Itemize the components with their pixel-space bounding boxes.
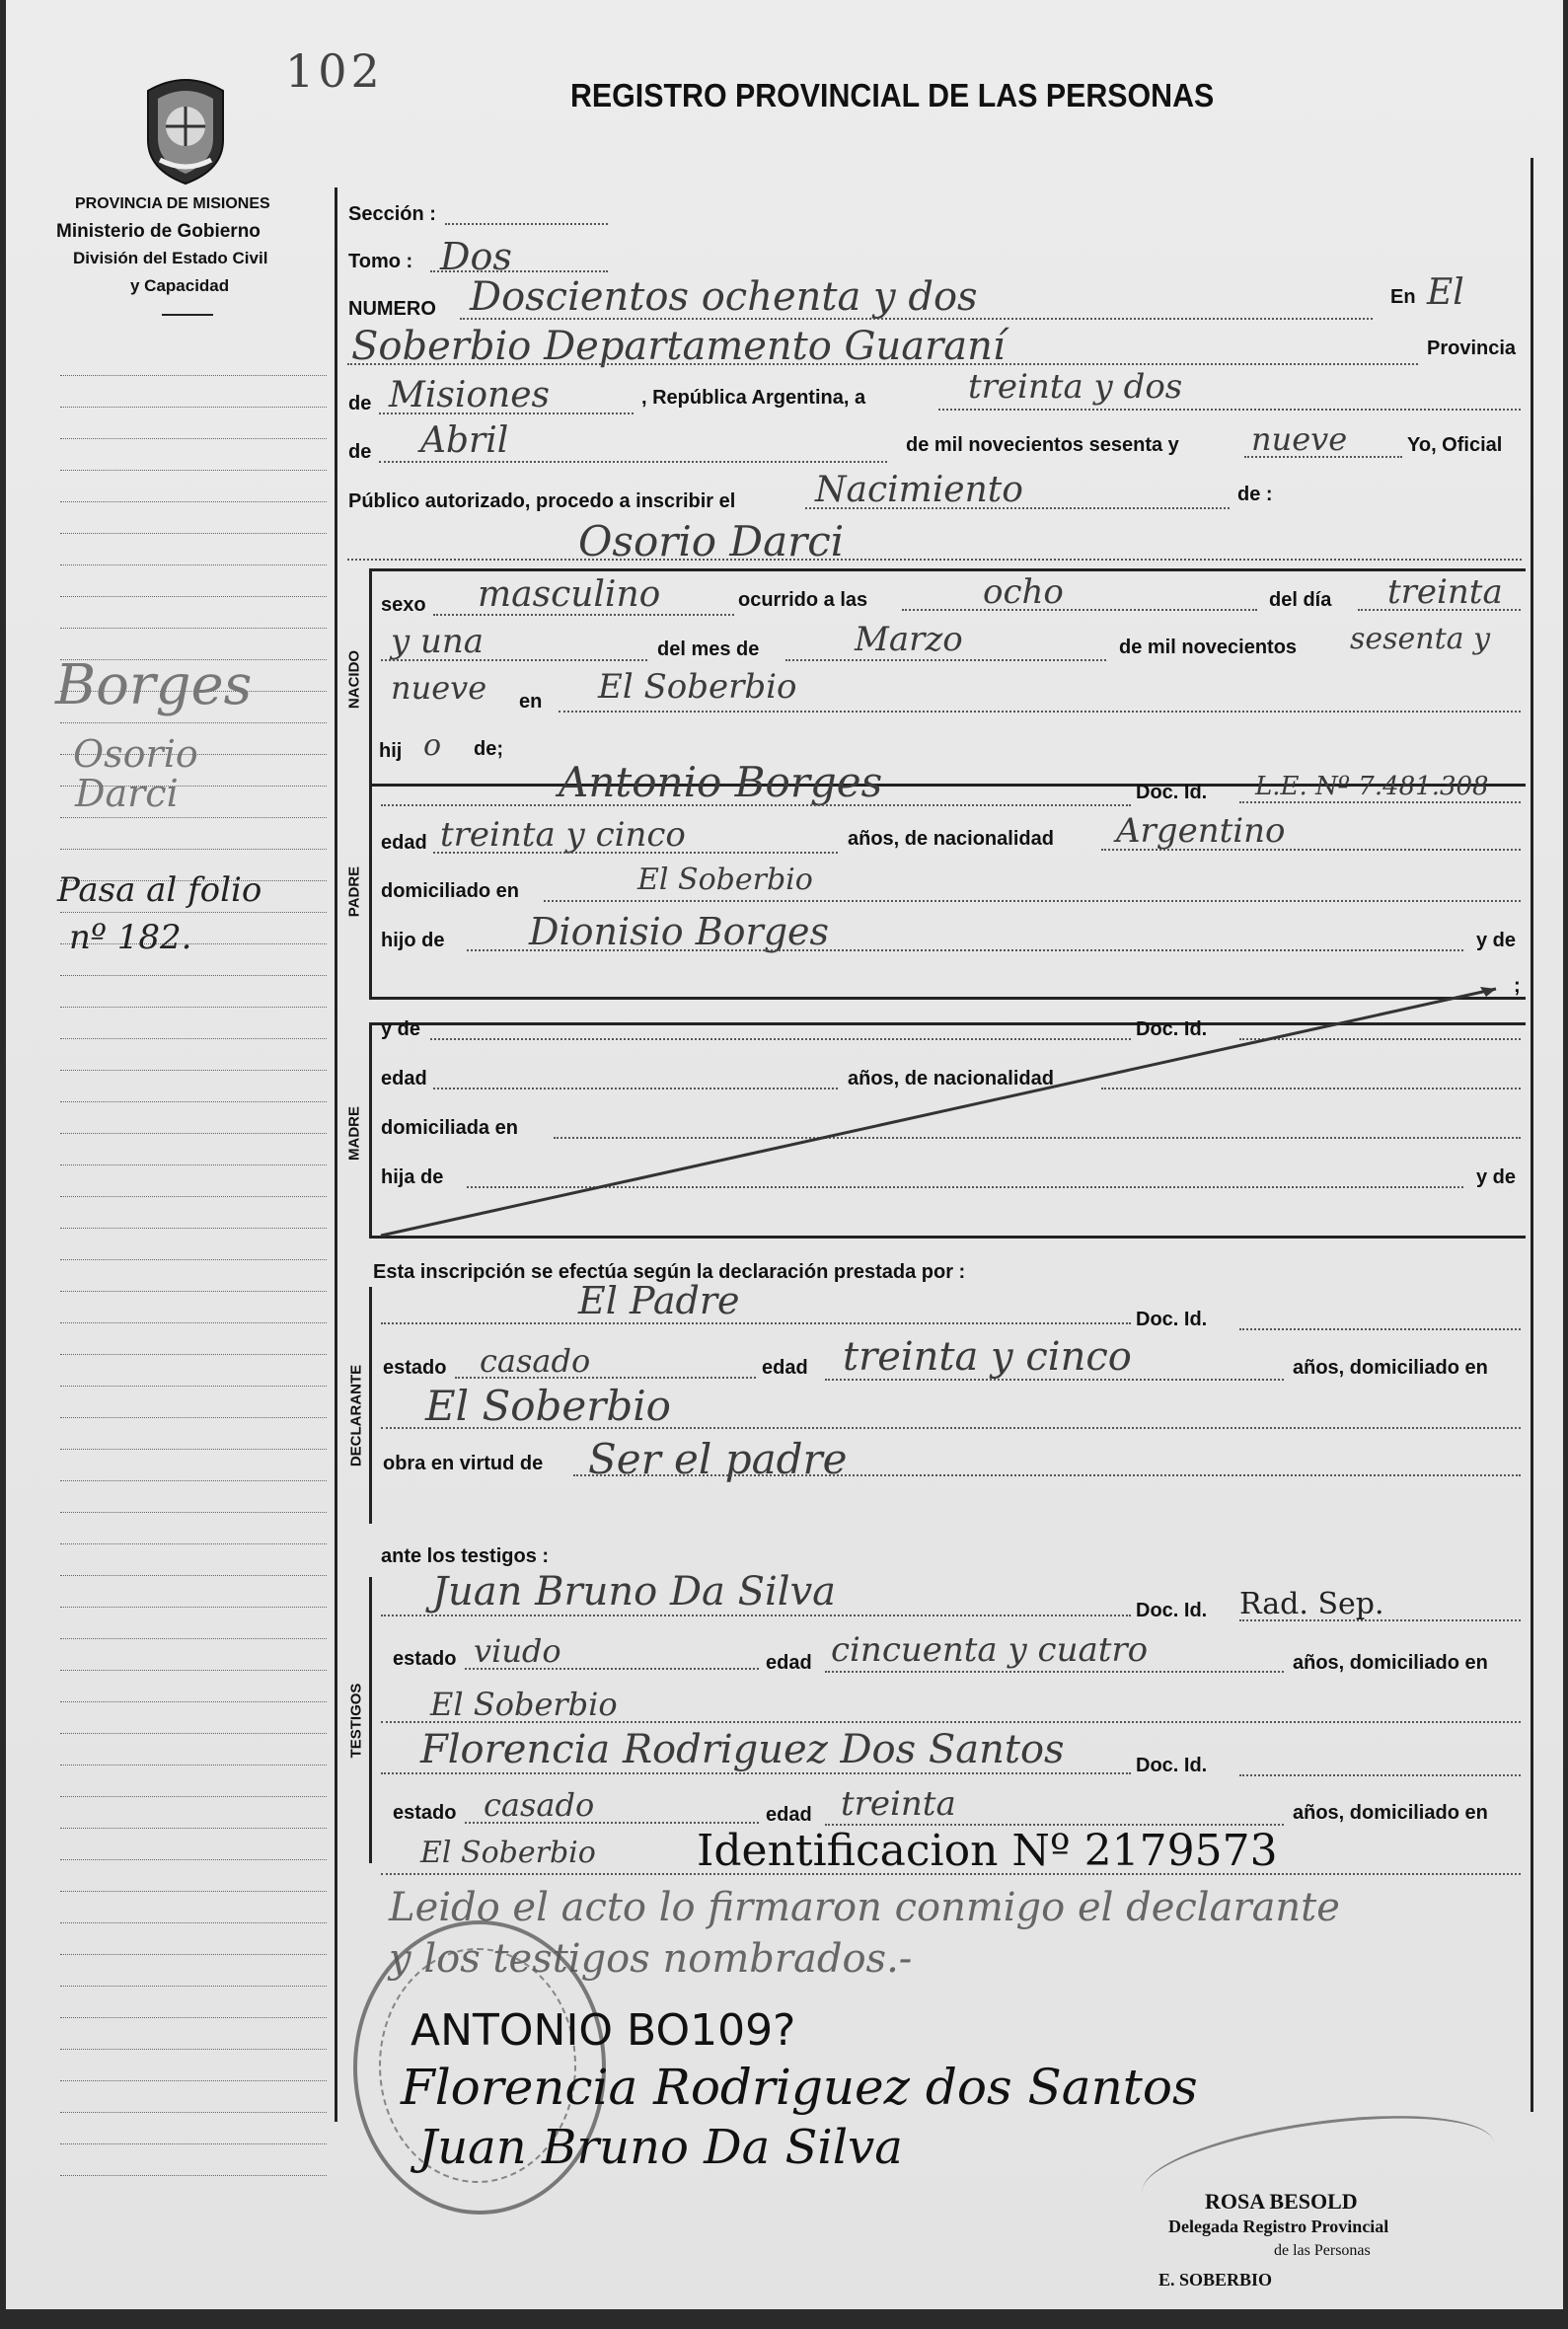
testigo1-doc-value: Rad. Sep. [1239, 1587, 1384, 1621]
inscripcion-label: Esta inscripción se efectúa según la declaración prestada por : [373, 1261, 966, 1283]
margin-note-2: nº 182. [69, 918, 192, 957]
padre-doc-value: L.E. Nº 7.481.308 [1255, 772, 1489, 801]
margin-surname: Borges [55, 653, 253, 717]
padre-doc-label: Doc. Id. [1136, 782, 1208, 803]
padre-anios-label: años, de nacionalidad [848, 828, 1054, 850]
declarante-obra-label: obra en virtud de [383, 1453, 544, 1474]
padre-y-de-label: y de [1476, 930, 1517, 951]
margin-given-2: Darci [75, 772, 179, 815]
declarante-obra-value: Ser el padre [588, 1435, 848, 1483]
sexo-value: masculino [478, 574, 661, 615]
provincial-coat-of-arms [140, 71, 231, 188]
mil-sesenta-label: de mil novecientos sesenta y [906, 434, 1179, 456]
ocurrido-label: ocurrido a las [738, 589, 868, 611]
declarante-dom-value: El Soberbio [425, 1382, 671, 1430]
form-left-border [335, 188, 337, 2122]
provincia-label: Provincia [1427, 338, 1517, 359]
yo-oficial-label: Yo, Oficial [1407, 434, 1503, 456]
padre-edad-label: edad [381, 832, 427, 854]
testigo1-doc-label: Doc. Id. [1136, 1600, 1208, 1621]
declarante-edad-value: treinta y cinco [843, 1334, 1132, 1380]
signature-3: Juan Bruno Da Silva [418, 2120, 903, 2175]
declarante-nombre-value: El Padre [578, 1279, 740, 1322]
de2-label: de [348, 441, 372, 463]
madre-y-de-end-label: y de [1476, 1166, 1517, 1188]
padre-dom-label: domiciliado en [381, 880, 520, 902]
anio-nac-value: sesenta y [1350, 622, 1491, 656]
declarante-doc-label: Doc. Id. [1136, 1309, 1208, 1330]
testigo1-edad-label: edad [766, 1652, 812, 1674]
madre-dom-label: domiciliada en [381, 1117, 518, 1139]
lugar-value: Soberbio Departamento Guaraní [351, 324, 1006, 369]
lugar-nac-value: El Soberbio [598, 667, 797, 707]
madre-y-de-label: y de [381, 1018, 421, 1040]
mil-nov-label: de mil novecientos [1119, 637, 1298, 658]
del-dia-label: del día [1269, 589, 1332, 611]
en-label: En [1390, 286, 1416, 308]
testigo1-dom-value: El Soberbio [430, 1686, 618, 1723]
folio-number: 102 [285, 44, 384, 98]
register-page [6, 0, 1563, 2309]
leido-line-1: Leido el acto lo firmaron conmigo el declarante [389, 1885, 1340, 1930]
hora-value: ocho [983, 572, 1064, 612]
tomo-label: Tomo : [348, 251, 413, 272]
declarante-section-label: DECLARANTE [347, 1364, 365, 1467]
testigo1-anios-label: años, domiciliado en [1293, 1652, 1488, 1674]
testigo2-doc-label: Doc. Id. [1136, 1755, 1208, 1776]
testigo2-estado-label: estado [393, 1802, 457, 1824]
madre-doc-label: Doc. Id. [1136, 1018, 1208, 1040]
nacido-section-label: NACIDO [345, 649, 363, 710]
madre-anios-label: años, de nacionalidad [848, 1068, 1054, 1089]
declarante-estado-label: estado [383, 1357, 447, 1379]
de-label: de [348, 393, 372, 414]
numero-label: NUMERO [348, 298, 436, 320]
tomo-value: Dos [440, 235, 512, 278]
capacity-name: y Capacidad [130, 276, 230, 295]
testigo2-estado-value: casado [484, 1786, 595, 1824]
dia-value: treinta y dos [968, 367, 1183, 407]
leido-line-2: y los testigos nombrados.- [389, 1936, 913, 1982]
testigo2-dom-value: El Soberbio [420, 1836, 596, 1870]
division-name: División del Estado Civil [73, 249, 268, 267]
padre-edad-value: treinta y cinco [440, 815, 686, 855]
testigo2-ident-value: Identificacion Nº 2179573 [697, 1826, 1278, 1876]
testigo1-edad-value: cincuenta y cuatro [831, 1630, 1149, 1670]
testigo2-edad-value: treinta [841, 1784, 956, 1824]
madre-hija-label: hija de [381, 1166, 444, 1188]
hij-label: hij [379, 740, 403, 762]
declarante-edad-label: edad [762, 1357, 808, 1379]
mes-nac-value: Marzo [855, 620, 963, 659]
provincia-value: Misiones [389, 375, 551, 415]
testigo2-anios-label: años, domiciliado en [1293, 1802, 1488, 1824]
padre-hijo-value: Dionisio Borges [529, 910, 830, 953]
de-colon-label: de : [1237, 484, 1273, 505]
testigos-section-label: TESTIGOS [347, 1683, 365, 1759]
register-title: REGISTRO PROVINCIAL DE LAS PERSONAS [570, 77, 1215, 113]
testigo1-nombre-value: Juan Bruno Da Silva [432, 1569, 837, 1615]
padre-semicolon: ; [1514, 975, 1521, 997]
anio-value: nueve [1251, 420, 1348, 458]
signature-1: ANTONIO BO109? [411, 2005, 796, 2056]
declarante-estado-value: casado [480, 1342, 591, 1380]
testigo1-estado-label: estado [393, 1648, 457, 1670]
province-name: PROVINCIA DE MISIONES [75, 195, 270, 212]
republica-label: , República Argentina, a [641, 387, 866, 409]
header-rule [162, 314, 213, 316]
acto-value: Nacimiento [815, 470, 1023, 510]
seccion-label: Sección : [348, 203, 436, 225]
testigo2-edad-label: edad [766, 1804, 812, 1826]
official-title-2: de las Personas [1274, 2242, 1371, 2259]
nombre-value: Osorio Darci [578, 517, 845, 565]
publico-label: Público autorizado, procedo a inscribir el [348, 490, 736, 512]
en2-label: en [519, 691, 543, 713]
madre-section-label: MADRE [345, 1106, 363, 1161]
margin-note-1: Pasa al folio [57, 870, 262, 910]
hij-letter-value: o [423, 728, 442, 763]
padre-dom-value: El Soberbio [637, 863, 813, 897]
dia-nac-value: treinta [1387, 572, 1503, 612]
official-title-1: Delegada Registro Provincial [1168, 2216, 1389, 2236]
sexo-label: sexo [381, 594, 426, 616]
official-place: E. SOBERBIO [1158, 2270, 1273, 2290]
cancel-diagonal-line [371, 977, 1535, 1243]
official-name: ROSA BESOLD [1205, 2189, 1358, 2214]
testigo2-nombre-value: Florencia Rodriguez Dos Santos [420, 1727, 1065, 1772]
de-semicolon-label: de; [474, 738, 503, 760]
padre-hijo-label: hijo de [381, 930, 445, 951]
dia-nac-value-2: y una [391, 622, 485, 661]
padre-nac-value: Argentino [1116, 811, 1286, 851]
anio-nac-value-2: nueve [391, 669, 487, 707]
padre-nombre-value: Antonio Borges [559, 758, 883, 806]
signature-2: Florencia Rodriguez dos Santos [401, 2059, 1198, 2116]
en-value: El [1427, 272, 1464, 313]
del-mes-label: del mes de [657, 639, 760, 660]
declarante-anios-label: años, domiciliado en [1293, 1357, 1488, 1379]
mes-value: Abril [420, 420, 509, 461]
numero-value: Doscientos ochenta y dos [470, 274, 978, 320]
madre-edad-label: edad [381, 1068, 427, 1089]
margin-given-1: Osorio [73, 732, 198, 776]
padre-section-label: PADRE [345, 865, 363, 918]
ministry-name: Ministerio de Gobierno [56, 221, 261, 242]
ante-testigos-label: ante los testigos : [381, 1545, 550, 1567]
testigo1-estado-value: viudo [474, 1632, 561, 1670]
